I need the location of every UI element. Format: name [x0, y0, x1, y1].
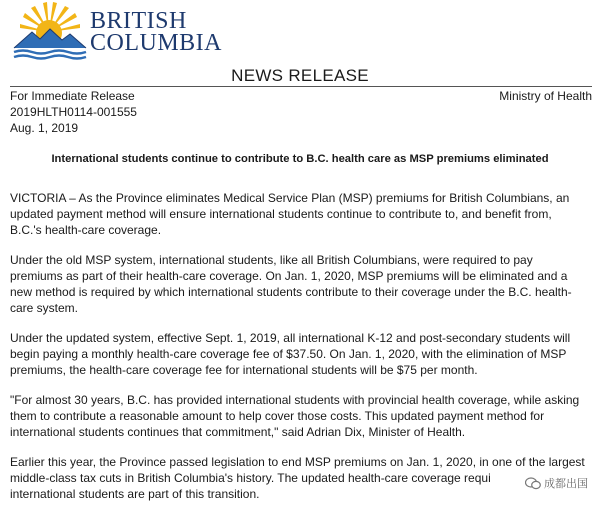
paragraph	[10, 330, 594, 378]
news-release-title: NEWS RELEASE	[231, 66, 369, 85]
title-divider	[10, 86, 592, 87]
paragraph-line: B.C.'s health-care coverage.	[10, 223, 162, 237]
chat-bubble-icon	[525, 477, 541, 490]
bc-logo	[10, 2, 223, 60]
paragraph	[10, 190, 594, 238]
paragraph-line: premiums as part of their health-care coverage. On Jan. 1, 2020, MSP premiums will be eliminated and a	[10, 269, 568, 283]
watermark-text: 成都出国	[544, 478, 588, 490]
sun-mountain-logo-icon	[10, 2, 88, 60]
paragraph-line: them to contribute a reasonable amount to help cover those costs. This updated payment method for	[10, 409, 545, 423]
watermark	[523, 474, 590, 492]
logo-text-british: BRITISH	[90, 8, 187, 34]
paragraph-line: premiums, the health-care coverage fee for international students will be $75 per month.	[10, 363, 478, 377]
paragraph-line: Under the old MSP system, international students, like all British Columbians, were required to pay	[10, 253, 533, 267]
paragraph-line: care system.	[10, 301, 79, 315]
release-id: 2019HLTH0114-001555	[10, 105, 137, 119]
ministry-name: Ministry of Health	[499, 89, 592, 103]
paragraph-line: "For almost 30 years, B.C. has provided international students with provincial health coverage, while asking	[10, 393, 580, 407]
paragraph	[10, 392, 594, 440]
paragraph-line: new method is required by which international students contribute to their coverage under the B.C. health-	[10, 285, 572, 299]
paragraph-line: Earlier this year, the Province passed legislation to end MSP premiums on Jan. 1, 2020, in one of the largest	[10, 455, 585, 469]
paragraph	[10, 252, 594, 316]
release-date: Aug. 1, 2019	[10, 121, 79, 135]
logo-text-columbia: COLUMBIA	[90, 30, 223, 56]
paragraph	[10, 454, 594, 502]
release-type: For Immediate Release	[10, 89, 135, 103]
paragraph-line: middle-class tax cuts in British Columbia's history. The updated health-care coverage requi	[10, 471, 491, 485]
paragraph-line: begin paying a monthly health-care coverage fee of $37.50. On Jan. 1, 2020, with the elimination of MSP	[10, 347, 567, 361]
paragraph-line: Under the updated system, effective Sept. 1, 2019, all international K-12 and post-secondary students will	[10, 331, 571, 345]
release-meta	[10, 88, 137, 136]
paragraph-line: VICTORIA – As the Province eliminates Medical Service Plan (MSP) premiums for British Columbians, an	[10, 191, 570, 205]
paragraph-line: updated payment method will ensure international students continue to contribute to, and benefit from,	[10, 207, 552, 221]
paragraph-line: international students are part of this transition.	[10, 487, 260, 501]
article-body	[10, 190, 594, 516]
headline: International students continue to contribute to B.C. health care as MSP premiums eliminated	[51, 153, 549, 165]
paragraph-line: international students continues that commitment," said Adrian Dix, Minister of Health.	[10, 425, 466, 439]
